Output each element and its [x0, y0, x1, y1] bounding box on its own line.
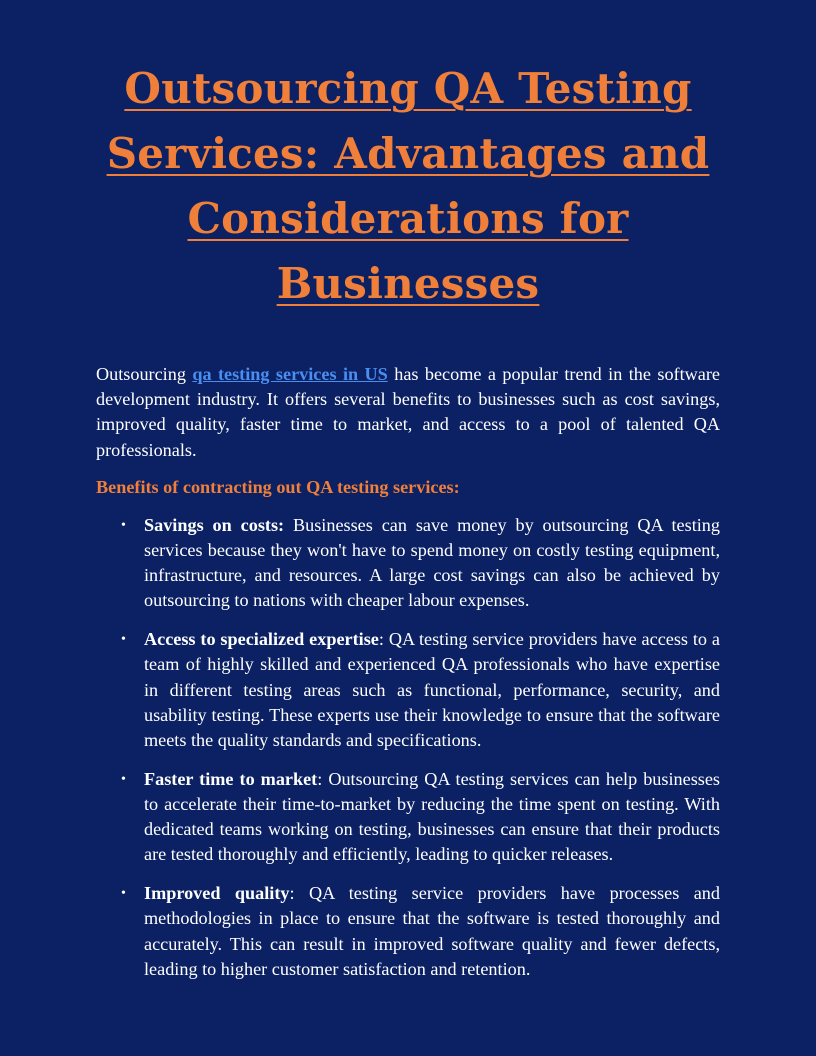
intro-paragraph: [96, 362, 720, 463]
bullet-icon: •: [121, 632, 126, 648]
intro-text-after: has become a popular trend in the software development industry. It offers several benefits to businesses such as cost savings, improved quality, faster time to market, and access to a pool of talented QA professionals.: [96, 364, 720, 460]
qa-services-link[interactable]: qa testing services in US: [192, 364, 388, 384]
benefit-text: : QA testing service providers have access to a team of highly skilled and experienced QA professionals who have expertise in different testing areas such as functional, performance, security, and usability testing. These experts use their knowledge to ensure that the software meets the quality standards and specifications.: [144, 629, 720, 751]
bullet-icon: •: [121, 771, 126, 787]
list-item: [121, 513, 720, 614]
benefits-heading: Benefits of contracting out QA testing services:: [96, 476, 460, 497]
list-item: [121, 881, 720, 982]
page-title: [96, 56, 720, 316]
bullet-icon: •: [121, 517, 126, 533]
benefit-title: Improved quality: [144, 883, 290, 904]
list-item: [121, 767, 720, 868]
benefit-title: Faster time to market: [144, 768, 318, 789]
title-link[interactable]: Outsourcing QA Testing Services: Advantages and Considerations for Businesses: [106, 64, 710, 308]
benefit-title: Savings on costs:: [144, 514, 285, 535]
benefit-text: : QA testing service providers have processes and methodologies in place to ensure that the software is tested thoroughly and accurately. This can result in improved software quality and fewer defects, leading to higher customer satisfaction and retention.: [144, 883, 720, 979]
list-item: [121, 627, 720, 753]
intro-text-before: Outsourcing: [96, 364, 193, 384]
benefit-text: Businesses can save money by outsourcing QA testing services because they won't have to spend money on costly testing equipment, infrastructure, and resources. A large cost savings can also be achieved by outsourcing to nations with cheaper labour expenses.: [144, 514, 720, 611]
benefit-title: Access to specialized expertise: [144, 629, 379, 650]
benefits-list: [96, 513, 720, 982]
bullet-icon: •: [121, 886, 126, 902]
benefit-text: : Outsourcing QA testing services can help businesses to accelerate their time-to-market by reducing the time spent on testing. With dedicated teams working on testing, businesses can ensure that their products are tested thoroughly and efficiently, leading to quicker releases.: [144, 768, 720, 865]
